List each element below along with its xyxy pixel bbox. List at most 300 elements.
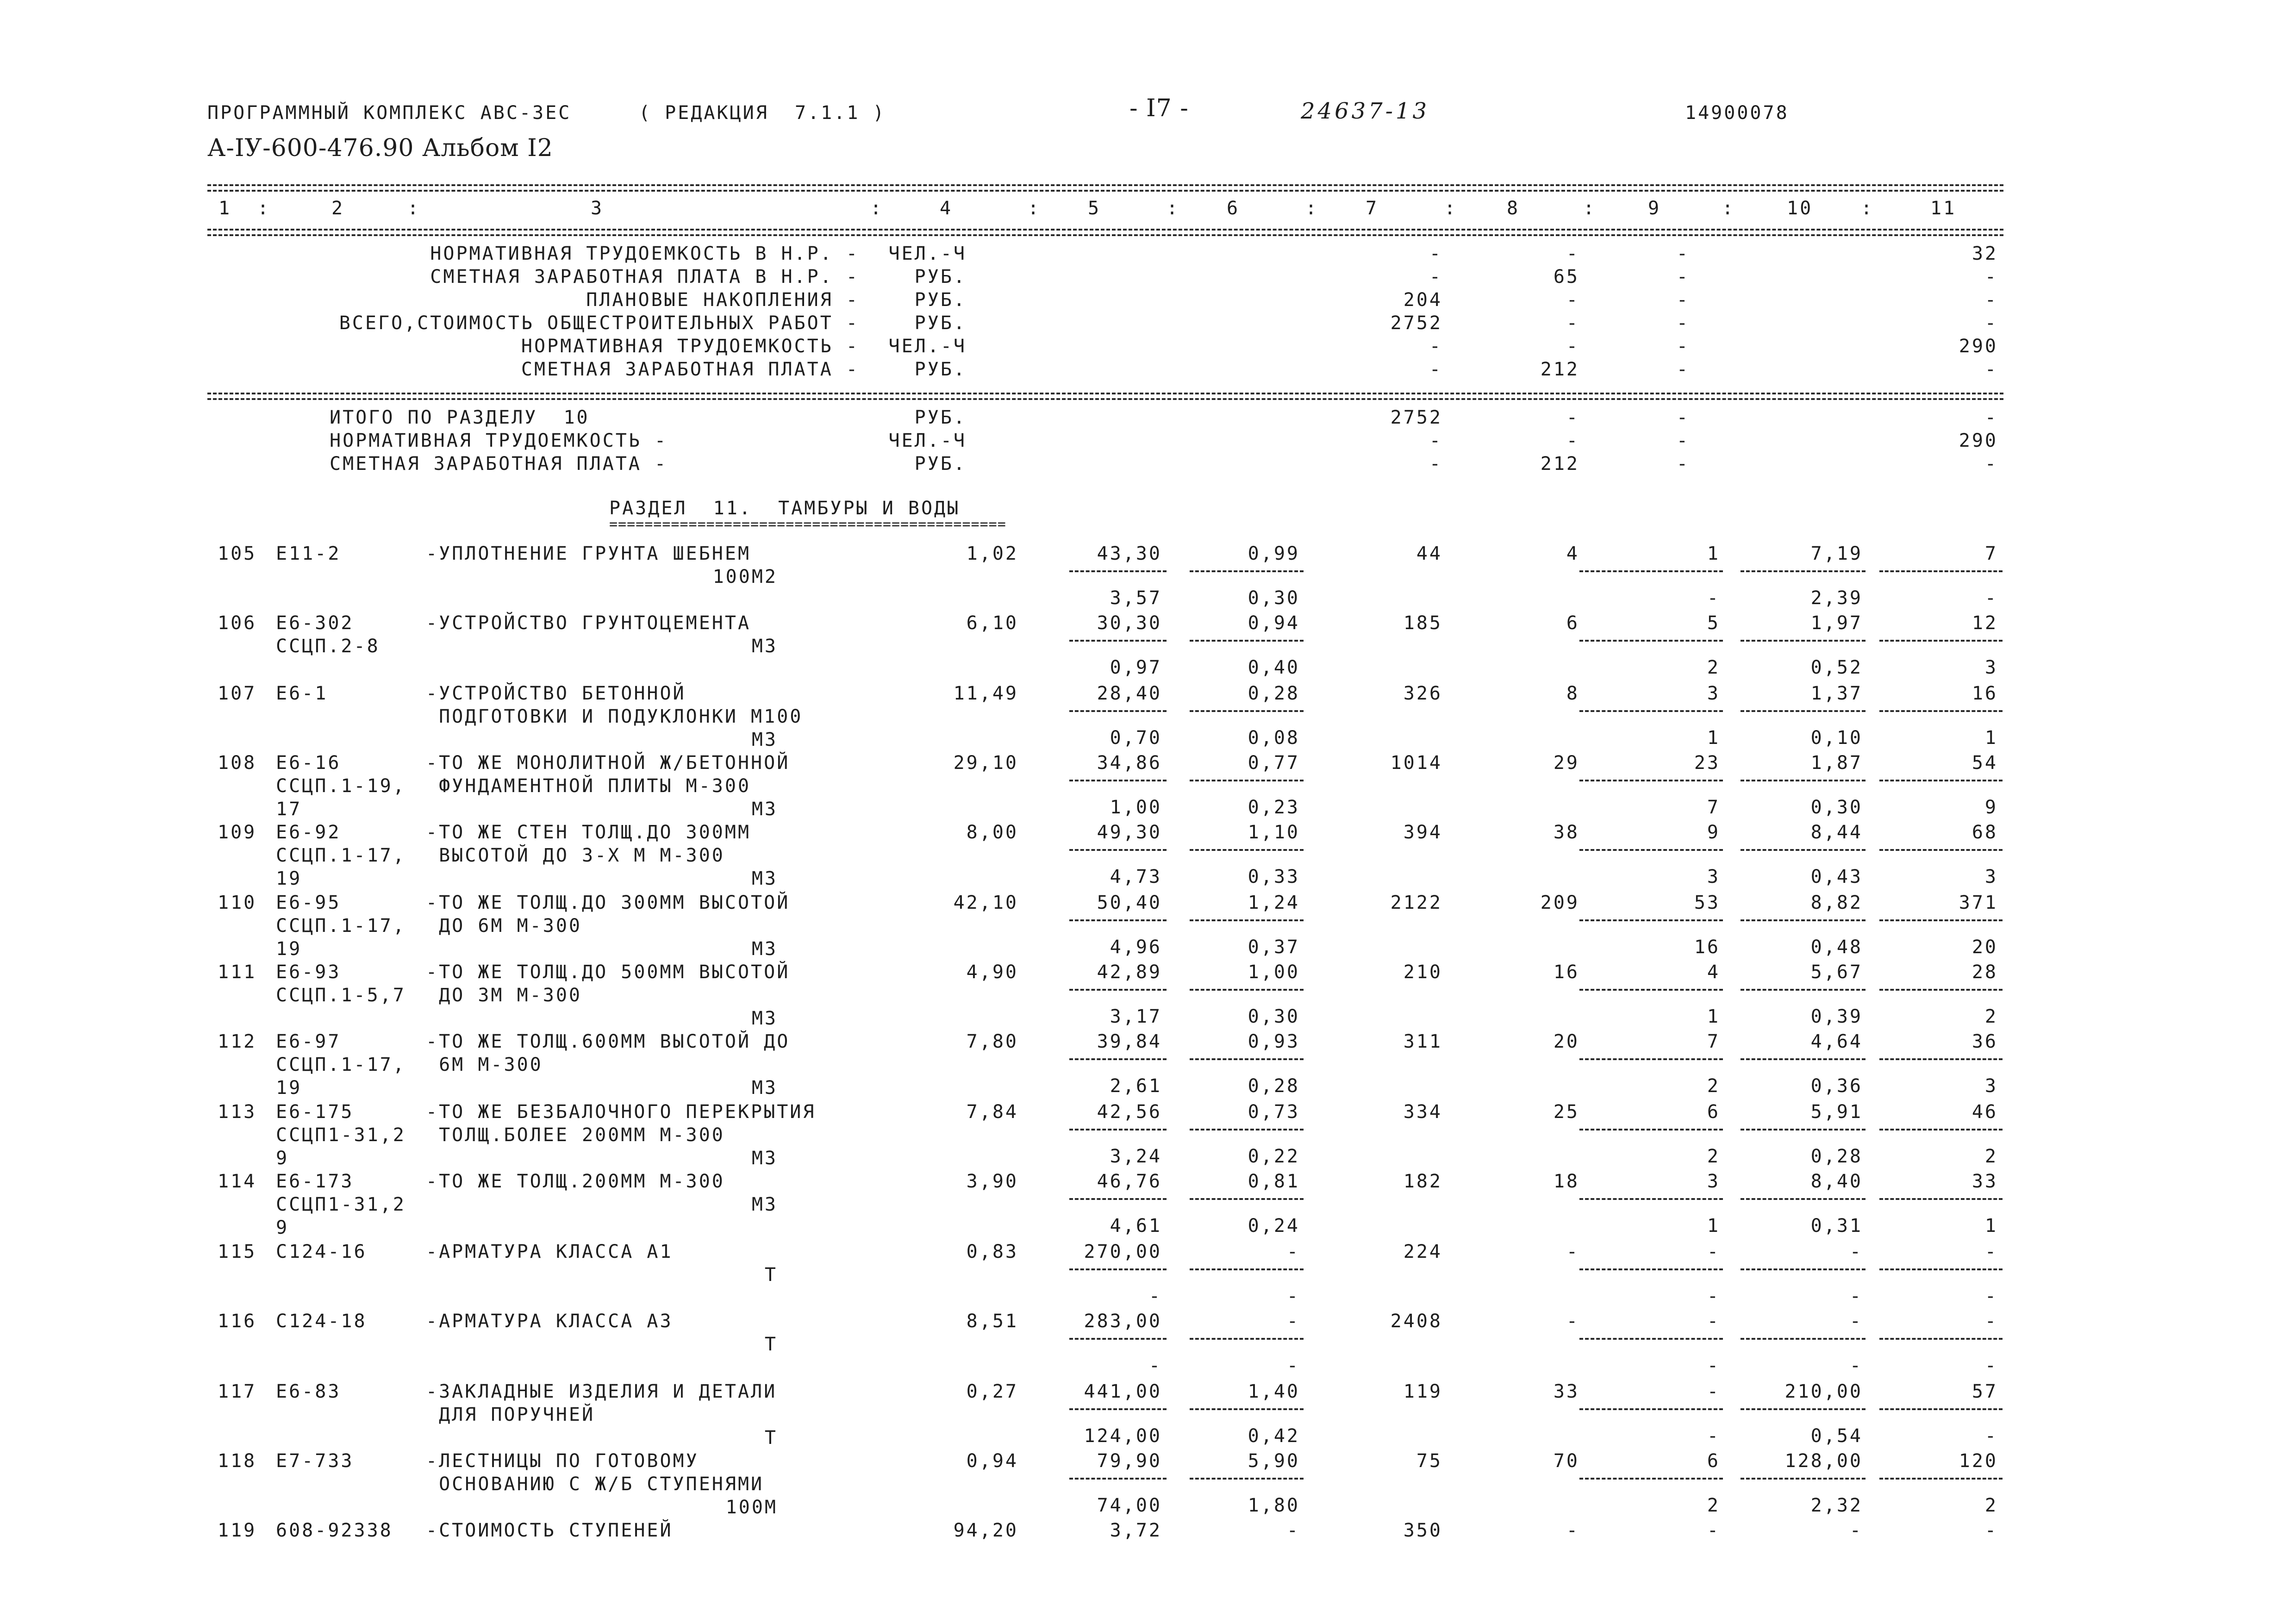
row-total-wage: 38 (1553, 822, 1579, 843)
row-sub-col10: 0,36 (1810, 1075, 1863, 1097)
summary-col9: - (1676, 266, 1690, 287)
row-rule-c9 (1579, 989, 1723, 991)
row-sub-col10: 0,54 (1810, 1425, 1863, 1447)
summary-unit: РУБ. (914, 289, 967, 311)
row-sub-col11: 2 (1984, 1006, 1998, 1027)
row-col9: 6 (1707, 1101, 1720, 1123)
row-description: ТОЛЩ.БОЛЕЕ 200ММ М-300 (426, 1124, 725, 1146)
row-code: Е6-1 (276, 683, 328, 704)
row-code: ССЦП.1-17, (276, 1054, 406, 1075)
row-unit-cost: 34,86 (1097, 752, 1162, 774)
column-separator: : (870, 198, 884, 219)
row-unit: М3 (751, 868, 778, 889)
row-description: -ЗАКЛАДНЫЕ ИЗДЕЛИЯ И ДЕТАЛИ (426, 1381, 777, 1402)
row-col9: 3 (1707, 1171, 1720, 1192)
row-code: 19 (276, 868, 302, 889)
row-unit-wage: 0,28 (1248, 683, 1300, 704)
column-header-3: 3 (591, 198, 604, 219)
row-sub-col11: 20 (1972, 937, 1998, 958)
row-number: 112 (218, 1031, 257, 1052)
row-rule-c9 (1579, 1268, 1723, 1270)
row-rule-c10 (1741, 570, 1866, 572)
row-unit-cost: 270,00 (1084, 1241, 1162, 1262)
summary-unit: РУБ. (914, 266, 967, 287)
row-unit-wage: 5,90 (1248, 1450, 1300, 1472)
summary-label: ВСЕГО,СТОИМОСТЬ ОБЩЕСТРОИТЕЛЬНЫХ РАБОТ - (339, 312, 859, 334)
row-sub-col6: 0,30 (1248, 1006, 1300, 1027)
row-sub-col5: - (1148, 1355, 1162, 1376)
summary-col7: 2752 (1390, 312, 1442, 334)
row-col11: 57 (1972, 1381, 1998, 1402)
row-unit-wage: 0,73 (1248, 1101, 1300, 1123)
row-col9: - (1707, 1241, 1720, 1262)
summary-col11: 32 (1972, 243, 1998, 264)
row-col10: 210,00 (1784, 1381, 1863, 1402)
row-unit-cost: 39,84 (1097, 1031, 1162, 1052)
row-rule-c11 (1879, 1338, 2003, 1340)
row-unit-cost: 28,40 (1097, 683, 1162, 704)
row-sub-col5: 4,73 (1110, 866, 1162, 887)
row-sub-col5: 3,17 (1110, 1006, 1162, 1027)
row-rule-c9 (1579, 570, 1723, 572)
row-code: Е6-302 (276, 612, 354, 634)
row-total-cost: 1014 (1390, 752, 1442, 774)
row-rule-c5 (1069, 1478, 1167, 1480)
summary-col8: - (1566, 430, 1579, 451)
row-total-cost: 326 (1403, 683, 1442, 704)
edition-label: ( РЕДАКЦИЯ 7.1.1 ) (639, 102, 886, 124)
row-description: ДО 3М М-300 (426, 985, 582, 1006)
row-total-wage: 8 (1566, 683, 1579, 704)
row-total-cost: 394 (1403, 822, 1442, 843)
row-unit-cost: 50,40 (1097, 892, 1162, 913)
header-rule-bottom (207, 229, 2003, 231)
row-rule-c10 (1741, 1478, 1866, 1480)
row-quantity: 0,27 (966, 1381, 1018, 1402)
row-description: -ТО ЖЕ МОНОЛИТНОЙ Ж/БЕТОННОЙ (426, 752, 790, 774)
summary-col7: - (1429, 359, 1442, 380)
row-c8: - (1566, 1520, 1579, 1541)
row-code: ССЦП.1-19, (276, 775, 406, 797)
row-rule-c5 (1069, 710, 1167, 712)
row-rule-c6 (1190, 570, 1304, 572)
row-code: 17 (276, 799, 302, 820)
row-col11: 46 (1972, 1101, 1998, 1123)
row-total-cost: 75 (1416, 1450, 1442, 1472)
row-rule-c11 (1879, 1058, 2003, 1060)
summary-col9: - (1676, 243, 1690, 264)
row-sub-col11: - (1984, 587, 1998, 609)
row-total-cost: 185 (1403, 612, 1442, 634)
summary-col8: 212 (1540, 359, 1579, 380)
row-c9: - (1707, 1520, 1720, 1541)
row-sub-col9: - (1707, 1425, 1720, 1447)
row-description: -ТО ЖЕ ТОЛЩ.200ММ М-300 (426, 1171, 725, 1192)
column-separator: : (1305, 198, 1319, 219)
column-separator: : (1444, 198, 1458, 219)
row-quantity: 8,51 (966, 1311, 1018, 1332)
row-sub-col6: 0,23 (1248, 797, 1300, 818)
row-unit: М3 (751, 938, 778, 960)
row-code: ССЦП1-31,2 (276, 1124, 406, 1146)
summary-col9: - (1676, 430, 1690, 451)
row-rule-c5 (1069, 640, 1167, 642)
row-rule-c11 (1879, 570, 2003, 572)
row-rule-c11 (1879, 1478, 2003, 1480)
row-quantity: 3,90 (966, 1171, 1018, 1192)
row-number: 111 (218, 962, 257, 983)
summary-col8: 212 (1540, 453, 1579, 475)
row-sub-col10: 0,10 (1810, 727, 1863, 749)
row-sub-col6: 0,37 (1248, 937, 1300, 958)
row-col10: - (1849, 1311, 1863, 1332)
row-unit: М3 (751, 1148, 778, 1169)
row-col10: 8,40 (1810, 1171, 1863, 1192)
row-rule-c5 (1069, 570, 1167, 572)
header-rule-top (207, 184, 2003, 186)
row-sub-col9: 1 (1707, 727, 1720, 749)
row-number: 107 (218, 683, 257, 704)
row-sub-col9: - (1707, 1355, 1720, 1376)
program-title: ПРОГРАММНЫЙ КОМПЛЕКС АВС-3ЕС (207, 102, 572, 124)
row-total-cost: 119 (1403, 1381, 1442, 1402)
row-col11: 33 (1972, 1171, 1998, 1192)
row-rule-c9 (1579, 1478, 1723, 1480)
row-code: Е6-83 (276, 1381, 341, 1402)
row-sub-col5: 0,97 (1110, 657, 1162, 678)
row-rule-c10 (1741, 710, 1866, 712)
row-rule-c11 (1879, 780, 2003, 781)
row-sub-col10: 0,31 (1810, 1215, 1863, 1237)
row-number: 113 (218, 1101, 257, 1123)
summary-col9: - (1676, 312, 1690, 334)
row-sub-col5: 0,70 (1110, 727, 1162, 749)
row-unit-wage: - (1286, 1241, 1300, 1262)
row-code: Е6-92 (276, 822, 341, 843)
row-sub-col5: 124,00 (1084, 1425, 1162, 1447)
row-col11: - (1984, 1311, 1998, 1332)
row-unit: Т (764, 1264, 778, 1286)
row-c6: - (1286, 1520, 1300, 1541)
row-unit-wage: 0,94 (1248, 612, 1300, 634)
row-col11: 12 (1972, 612, 1998, 634)
row-sub-col10: 0,30 (1810, 797, 1863, 818)
row-rule-c11 (1879, 710, 2003, 712)
row-code: С124-16 (276, 1241, 367, 1262)
row-rule-c5 (1069, 1058, 1167, 1060)
row-col9: 4 (1707, 962, 1720, 983)
row-description: 6М М-300 (426, 1054, 543, 1075)
row-code: Е6-173 (276, 1171, 354, 1192)
row-description: -ТО ЖЕ ТОЛЩ.ДО 300ММ ВЫСОТОЙ (426, 892, 790, 913)
column-separator: : (1583, 198, 1597, 219)
row-rule-c6 (1190, 640, 1304, 642)
row-description: ОСНОВАНИЮ С Ж/Б СТУПЕНЯМИ (426, 1474, 764, 1495)
summary-col9: - (1676, 453, 1690, 475)
row-quantity: 8,00 (966, 822, 1018, 843)
row-sub-col9: 1 (1707, 1006, 1720, 1027)
row-rule-c11 (1879, 1268, 2003, 1270)
row-unit-wage: - (1286, 1311, 1300, 1332)
row-rule-c9 (1579, 849, 1723, 851)
row-col9: - (1707, 1381, 1720, 1402)
row-rule-c10 (1741, 1268, 1866, 1270)
row-sub-col6: 0,33 (1248, 866, 1300, 887)
row-sub-col10: 0,28 (1810, 1146, 1863, 1167)
row-sub-col9: 7 (1707, 797, 1720, 818)
row-quantity: 6,10 (966, 612, 1018, 634)
row-sub-col10: 0,43 (1810, 866, 1863, 887)
row-code: Е6-93 (276, 962, 341, 983)
summary-col7: 204 (1403, 289, 1442, 311)
summary-col11: 290 (1959, 336, 1998, 357)
row-number: 117 (218, 1381, 257, 1402)
row-code: Е6-16 (276, 752, 341, 774)
row-number: 114 (218, 1171, 257, 1192)
summary-divider (207, 393, 2003, 394)
row-unit-cost: 441,00 (1084, 1381, 1162, 1402)
row-quantity: 11,49 (953, 683, 1018, 704)
row-unit: Т (764, 1427, 778, 1449)
row-code: 9 (276, 1148, 289, 1169)
row-rule-c5 (1069, 1129, 1167, 1131)
row-unit: 100М (725, 1497, 778, 1518)
row-code: ССЦП.1-17, (276, 845, 406, 866)
row-total-wage: 16 (1553, 962, 1579, 983)
row-description: ДЛЯ ПОРУЧНЕЙ (426, 1404, 595, 1425)
row-description: -ТО ЖЕ БЕЗБАЛОЧНОГО ПЕРЕКРЫТИЯ (426, 1101, 816, 1123)
row-rule-c9 (1579, 919, 1723, 921)
column-separator: : (407, 198, 421, 219)
row-quantity: 7,80 (966, 1031, 1018, 1052)
row-sub-col6: 0,28 (1248, 1075, 1300, 1097)
row-rule-c5 (1069, 1408, 1167, 1410)
row-rule-c5 (1069, 1338, 1167, 1340)
row-rule-c10 (1741, 1408, 1866, 1410)
column-header-8: 8 (1507, 198, 1520, 219)
row-unit-wage: 1,10 (1248, 822, 1300, 843)
row-sub-col10: - (1849, 1355, 1863, 1376)
summary-unit: ЧЕЛ.-Ч (888, 243, 967, 264)
row-rule-c10 (1741, 849, 1866, 851)
summary-col8: - (1566, 289, 1579, 311)
row-unit-cost: 42,56 (1097, 1101, 1162, 1123)
row-col11: 16 (1972, 683, 1998, 704)
column-header-1: 1 (218, 198, 232, 219)
summary-col8: 65 (1553, 266, 1579, 287)
row-rule-c6 (1190, 849, 1304, 851)
row-total-wage: - (1566, 1311, 1579, 1332)
summary-unit: РУБ. (914, 407, 967, 428)
summary-col7: 2752 (1390, 407, 1442, 428)
row-total-wage: 20 (1553, 1031, 1579, 1052)
row-rule-c9 (1579, 1198, 1723, 1200)
row-number: 118 (218, 1450, 257, 1472)
row-sub-col9: 3 (1707, 866, 1720, 887)
row-total-cost: 311 (1403, 1031, 1442, 1052)
row-col11: 68 (1972, 822, 1998, 843)
row-total-cost: 2122 (1390, 892, 1442, 913)
row-rule-c11 (1879, 849, 2003, 851)
row-col9: 1 (1707, 543, 1720, 564)
row-number: 109 (218, 822, 257, 843)
row-number: 115 (218, 1241, 257, 1262)
row-col9: - (1707, 1311, 1720, 1332)
document-code: 14900078 (1685, 102, 1789, 124)
summary-col7: - (1429, 243, 1442, 264)
row-sub-col9: 16 (1694, 937, 1720, 958)
row-unit: М3 (751, 1194, 778, 1215)
row-col11: 120 (1959, 1450, 1998, 1472)
row-col10: - (1849, 1241, 1863, 1262)
row-sub-col10: 0,52 (1810, 657, 1863, 678)
row-unit-cost: 30,30 (1097, 612, 1162, 634)
row-total-wage: 209 (1540, 892, 1579, 913)
row-code: Е6-95 (276, 892, 341, 913)
row-code: 9 (276, 1217, 289, 1238)
row-col10: 1,87 (1810, 752, 1863, 774)
summary-col7: - (1429, 430, 1442, 451)
row-col11: 54 (1972, 752, 1998, 774)
summary-label: СМЕТНАЯ ЗАРАБОТНАЯ ПЛАТА В Н.Р. - (430, 266, 859, 287)
summary-label: НОРМАТИВНАЯ ТРУДОЕМКОСТЬ - (521, 336, 859, 357)
row-description: -УСТРОЙСТВО ГРУНТОЦЕМЕНТА (426, 612, 751, 634)
row-code: ССЦП.1-17, (276, 915, 406, 937)
row-rule-c10 (1741, 1058, 1866, 1060)
summary-label: СМЕТНАЯ ЗАРАБОТНАЯ ПЛАТА - (521, 359, 859, 380)
row-rule-c6 (1190, 1198, 1304, 1200)
row-rule-c9 (1579, 1338, 1723, 1340)
row-col11: 371 (1959, 892, 1998, 913)
row-c5: 3,72 (1110, 1520, 1162, 1541)
row-col9: 23 (1694, 752, 1720, 774)
row-sub-col11: 1 (1984, 727, 1998, 749)
section-title: РАЗДЕЛ 11. ТАМБУРЫ И ВОДЫ (609, 498, 961, 519)
row-rule-c10 (1741, 1129, 1866, 1131)
column-header-7: 7 (1366, 198, 1379, 219)
row-description: -ТО ЖЕ СТЕН ТОЛЩ.ДО 300ММ (426, 822, 751, 843)
row-unit-cost: 283,00 (1084, 1311, 1162, 1332)
row-rule-c6 (1190, 710, 1304, 712)
row-number: 105 (218, 543, 257, 564)
row-description: -ТО ЖЕ ТОЛЩ.ДО 500ММ ВЫСОТОЙ (426, 962, 790, 983)
row-col9: 7 (1707, 1031, 1720, 1052)
row-rule-c6 (1190, 1478, 1304, 1480)
row-unit-wage: 0,93 (1248, 1031, 1300, 1052)
row-total-wage: 70 (1553, 1450, 1579, 1472)
row-total-wage: 4 (1566, 543, 1579, 564)
summary-col11: - (1984, 312, 1998, 334)
row-quantity: 29,10 (953, 752, 1018, 774)
row-rule-c6 (1190, 1058, 1304, 1060)
row-sub-col5: 2,61 (1110, 1075, 1162, 1097)
row-rule-c9 (1579, 640, 1723, 642)
row-number: 110 (218, 892, 257, 913)
summary-unit: РУБ. (914, 359, 967, 380)
row-sub-col10: 2,39 (1810, 587, 1863, 609)
row-code: ССЦП.2-8 (276, 636, 380, 657)
column-header-6: 6 (1227, 198, 1240, 219)
row-sub-col9: - (1707, 1286, 1720, 1307)
row-sub-col6: 0,42 (1248, 1425, 1300, 1447)
row-col10: 5,67 (1810, 962, 1863, 983)
summary-label: НОРМАТИВНАЯ ТРУДОЕМКОСТЬ В Н.Р. - (430, 243, 859, 264)
row-total-wage: 29 (1553, 752, 1579, 774)
row-rule-c10 (1741, 989, 1866, 991)
row-total-cost: 224 (1403, 1241, 1442, 1262)
row-unit-cost: 79,90 (1097, 1450, 1162, 1472)
row-unit: 100М2 (712, 566, 778, 587)
row-rule-c5 (1069, 989, 1167, 991)
column-separator: : (1722, 198, 1735, 219)
row-sub-col11: 3 (1984, 657, 1998, 678)
row-rule-c11 (1879, 640, 2003, 642)
row-code: 608-92338 (276, 1520, 393, 1541)
row-code: Е11-2 (276, 543, 341, 564)
row-unit: М3 (751, 1077, 778, 1099)
row-rule-c6 (1190, 1268, 1304, 1270)
row-total-cost: 2408 (1390, 1311, 1442, 1332)
row-c4: 94,20 (953, 1520, 1018, 1541)
row-col11: 7 (1984, 543, 1998, 564)
row-code: Е7-733 (276, 1450, 354, 1472)
row-unit: М3 (751, 636, 778, 657)
row-sub-col11: 2 (1984, 1146, 1998, 1167)
row-unit-cost: 42,89 (1097, 962, 1162, 983)
row-rule-c9 (1579, 780, 1723, 781)
summary-label: ИТОГО ПО РАЗДЕЛУ 10 (330, 407, 590, 428)
row-unit: М3 (751, 1008, 778, 1029)
row-sub-col11: - (1984, 1286, 1998, 1307)
summary-col11: 290 (1959, 430, 1998, 451)
row-sub-col9: 2 (1707, 1075, 1720, 1097)
row-sub-col11: 3 (1984, 866, 1998, 887)
row-sub-col9: 1 (1707, 1215, 1720, 1237)
summary-label: СМЕТНАЯ ЗАРАБОТНАЯ ПЛАТА - (330, 453, 668, 475)
row-sub-col5: 4,96 (1110, 937, 1162, 958)
row-rule-c5 (1069, 919, 1167, 921)
row-code: ССЦП1-31,2 (276, 1194, 406, 1215)
summary-col8: - (1566, 243, 1579, 264)
row-col9: 6 (1707, 1450, 1720, 1472)
row-sub-col6: 0,22 (1248, 1146, 1300, 1167)
row-col9: 53 (1694, 892, 1720, 913)
row-unit-wage: 1,40 (1248, 1381, 1300, 1402)
row-unit-wage: 0,81 (1248, 1171, 1300, 1192)
row-sub-col11: 2 (1984, 1495, 1998, 1516)
summary-label: ПЛАНОВЫЕ НАКОПЛЕНИЯ - (586, 289, 859, 311)
row-rule-c11 (1879, 919, 2003, 921)
row-sub-col10: 0,48 (1810, 937, 1863, 958)
row-description: -ЛЕСТНИЦЫ ПО ГОТОВОМУ (426, 1450, 699, 1472)
row-sub-col11: 3 (1984, 1075, 1998, 1097)
row-col10: 1,97 (1810, 612, 1863, 634)
row-description: ПОДГОТОВКИ И ПОДУКЛОНКИ М100 (426, 706, 803, 727)
row-rule-c5 (1069, 780, 1167, 781)
row-sub-col6: 0,40 (1248, 657, 1300, 678)
summary-col8: - (1566, 312, 1579, 334)
row-rule-c10 (1741, 1198, 1866, 1200)
row-quantity: 42,10 (953, 892, 1018, 913)
column-header-5: 5 (1088, 198, 1101, 219)
row-rule-c6 (1190, 1338, 1304, 1340)
summary-unit: ЧЕЛ.-Ч (888, 336, 967, 357)
row-col11: 36 (1972, 1031, 1998, 1052)
row-col10: 128,00 (1784, 1450, 1863, 1472)
row-unit-cost: 49,30 (1097, 822, 1162, 843)
column-separator: : (1861, 198, 1874, 219)
column-separator: : (1167, 198, 1180, 219)
